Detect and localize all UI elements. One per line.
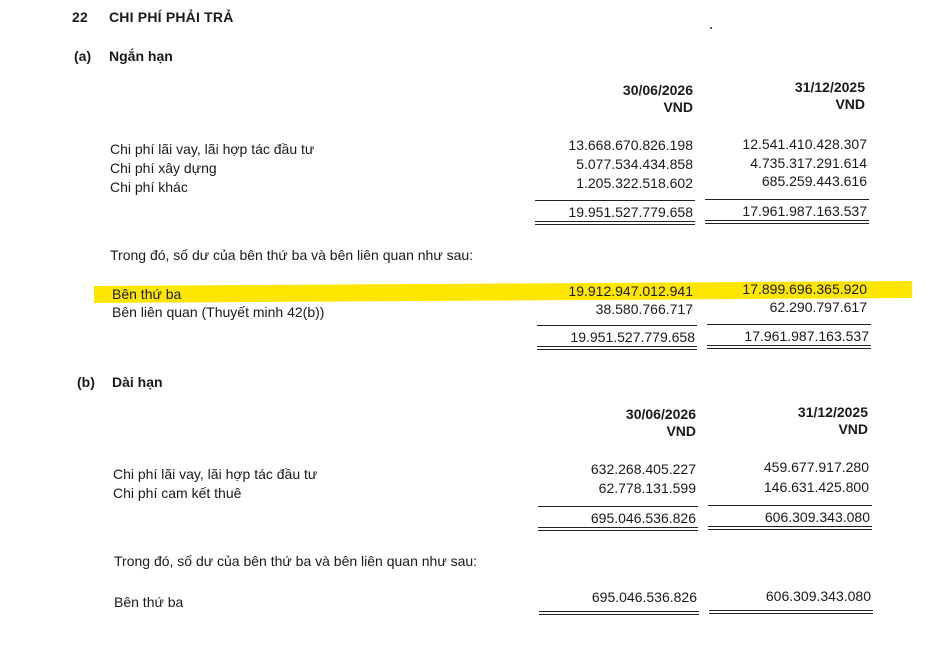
col2-header-a [705, 79, 865, 113]
row-value-col1: 62.778.131.599 [598, 480, 696, 496]
col1-date: 30/06/2026 [622, 82, 693, 98]
col1-header-a [533, 82, 693, 116]
total-value-col1: 695.046.536.826 [590, 510, 696, 526]
col1-unit: VND [663, 99, 693, 115]
breakdown-value-col1: 38.580.766.717 [595, 301, 693, 317]
row-value-col2: 12.541.410.428.307 [742, 136, 867, 152]
row-label: Chi phí lãi vay, lãi hợp tác đầu tư [113, 466, 318, 482]
section-a-heading: Ngắn hạn [109, 48, 173, 64]
row-value-col1: 1.205.322.518.602 [576, 175, 693, 191]
breakdown-total-top-rule-col1 [537, 325, 697, 326]
breakdown-total-col2: 17.961.987.163.537 [744, 328, 869, 344]
note-number: 22 [72, 9, 88, 25]
breakdown-double-rule-col2 [709, 610, 873, 614]
total-top-rule-col2 [708, 505, 872, 506]
col2-date: 31/12/2025 [797, 404, 868, 420]
breakdown-total-double-rule-col1 [537, 346, 697, 350]
breakdown-label: Bên thứ ba [114, 594, 184, 610]
row-value-col2: 4.735.317.291.614 [750, 155, 867, 171]
row-value-col2: 685.259.443.616 [761, 173, 867, 189]
col2-unit: VND [835, 96, 865, 112]
breakdown-intro: Trong đó, số dư của bên thứ ba và bên liên quan như sau: [110, 247, 474, 263]
col1-unit: VND [666, 423, 696, 439]
breakdown-value-col1: 695.046.536.826 [591, 589, 697, 605]
row-value-col1: 632.268.405.227 [590, 461, 696, 477]
breakdown-double-rule-col1 [539, 611, 699, 615]
breakdown-total-double-rule-col2 [707, 345, 871, 349]
row-value-col2: 459.677.917.280 [763, 459, 869, 475]
section-b-heading: Dài hạn [112, 374, 163, 390]
row-label: Chi phí khác [110, 179, 188, 195]
total-double-rule-col2 [708, 526, 872, 530]
col1-date: 30/06/2026 [625, 406, 696, 422]
col1-header-b [536, 406, 696, 440]
total-value-col2: 17.961.987.163.537 [742, 203, 867, 219]
section-b-marker: (b) [77, 374, 95, 390]
total-top-rule-col1 [538, 506, 698, 507]
section-a-marker: (a) [74, 48, 92, 64]
breakdown-label: Bên liên quan (Thuyết minh 42(b)) [112, 304, 325, 320]
scan-speck [710, 27, 712, 29]
row-value-col1: 5.077.534.434.858 [576, 156, 693, 172]
row-label: Chi phí lãi vay, lãi hợp tác đầu tư [110, 141, 315, 157]
breakdown-value-col2: 606.309.343.080 [765, 588, 871, 604]
breakdown-value-col1: 19.912.947.012.941 [568, 283, 693, 299]
breakdown-value-col2: 17.899.696.365.920 [742, 281, 867, 297]
total-double-rule-col1 [538, 527, 698, 531]
total-top-rule-col1 [535, 200, 695, 201]
total-double-rule-col2 [705, 220, 869, 224]
breakdown-total-col1: 19.951.527.779.658 [570, 329, 695, 345]
total-double-rule-col1 [535, 221, 695, 225]
total-value-col1: 19.951.527.779.658 [568, 204, 693, 220]
note-title: CHI PHÍ PHẢI TRẢ [109, 9, 234, 25]
col2-date: 31/12/2025 [794, 79, 865, 95]
total-value-col2: 606.309.343.080 [764, 509, 870, 525]
row-value-col2: 146.631.425.800 [763, 479, 869, 495]
total-top-rule-col2 [705, 199, 869, 200]
col2-header-b [708, 404, 868, 438]
breakdown-intro: Trong đó, số dư của bên thứ ba và bên liên quan như sau: [114, 553, 478, 569]
breakdown-total-top-rule-col2 [707, 324, 871, 325]
row-label: Chi phí xây dựng [110, 160, 217, 176]
row-value-col1: 13.668.670.826.198 [568, 137, 693, 153]
col2-unit: VND [838, 421, 868, 437]
breakdown-value-col2: 62.290.797.617 [769, 299, 867, 315]
row-label: Chi phí cam kết thuê [113, 485, 242, 501]
breakdown-label: Bên thứ ba [112, 286, 182, 302]
